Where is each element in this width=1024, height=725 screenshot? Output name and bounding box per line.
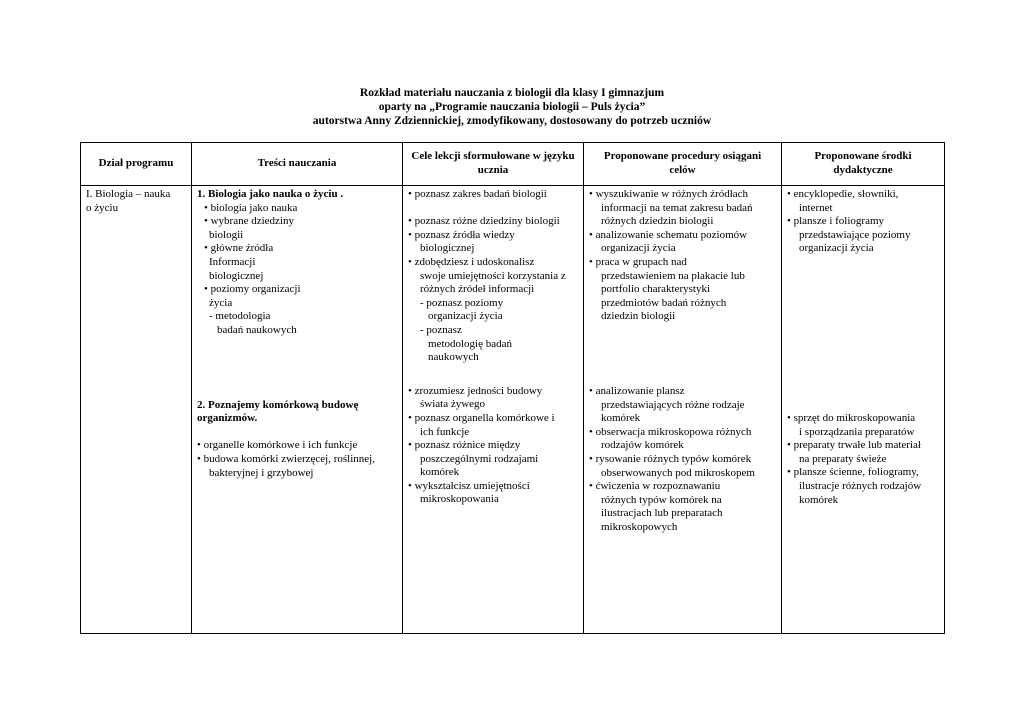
procedure-item: przedstawieniem na plakacie lub (601, 269, 745, 282)
procedure-item: przedstawiających różne rodzaje (601, 398, 745, 411)
header-title: Rozkład materiału nauczania z biologii dla klasy I gimnazjum (359, 87, 665, 99)
procedure-item: • analizowanie plansz (589, 384, 685, 397)
goal-item: • zdobędziesz i udoskonalisz (408, 255, 535, 268)
header-subtitle: oparty na „Programie nauczania biologii – Puls życia” (378, 101, 646, 113)
goal-item: swoje umiejętności korzystania z (420, 269, 566, 282)
cell-cele (403, 186, 584, 634)
procedure-item: ilustracjach lub preparatach (601, 507, 723, 520)
goal-item: • poznasz różnice między (408, 439, 521, 452)
goal-item: • poznasz organella komórkowe i (408, 411, 555, 424)
cell-dzial (81, 186, 192, 634)
goal-item: różnych źródeł informacji (420, 283, 535, 296)
goal-item: metodologię badań (428, 337, 513, 350)
goal-item: - poznasz (420, 323, 462, 336)
cell-srodki (782, 186, 945, 634)
goal-item: • wykształcisz umiejętności (408, 479, 530, 492)
column-header-dzial: Dział programu (81, 143, 192, 186)
topic-1-title: 1. Biologia jako nauka o życiu . (197, 188, 344, 200)
resource-item: internet (799, 201, 833, 214)
resource-item: ilustracje różnych rodzajów (799, 479, 922, 492)
column-header-procedury: Proponowane procedury osiągani celów (584, 143, 782, 186)
goal-item: komórek (420, 466, 460, 479)
procedure-item: • rysowanie różnych typów komórek (589, 452, 752, 465)
dzial-line: o życiu (86, 201, 119, 214)
topic-1-item: • wybrane dziedziny (204, 215, 294, 228)
topic-2-item: • budowa komórki zwierzęcej, roślinnej, (197, 452, 375, 465)
topic-2-item: • organelle komórkowe i ich funkcje (197, 439, 358, 452)
procedure-item: • ćwiczenia w rozpoznawaniu (589, 480, 721, 493)
document-header (0, 86, 1024, 128)
resource-item: • sprzęt do mikroskopowania (787, 411, 916, 424)
procedure-item: portfolio charakterystyki (601, 283, 711, 296)
procedure-item: mikroskopowych (601, 520, 678, 533)
column-header-srodki: Proponowane środki dydaktyczne (782, 143, 945, 186)
topic-1-item: biologicznej (209, 269, 264, 282)
dzial-line: I. Biologia – nauka (86, 188, 171, 200)
resource-item: organizacji życia (799, 242, 874, 255)
procedure-item: • praca w grupach nad (589, 255, 687, 268)
resource-item: komórek (799, 493, 839, 506)
topic-1-item: • biologia jako nauka (204, 201, 298, 214)
procedure-item: przedmiotów badań różnych (601, 296, 727, 309)
topic-2-title: 2. Poznajemy komórkową budowę (197, 398, 359, 411)
curriculum-table (80, 142, 945, 634)
topic-1-item: biologii (209, 228, 244, 241)
cell-procedury (584, 186, 782, 634)
goal-item: organizacji życia (428, 310, 503, 323)
procedure-item: informacji na temat zakresu badań (601, 201, 753, 214)
header-author: autorstwa Anny Zdziennickiej, zmodyfikowany, dostosowany do potrzeb uczniów (312, 115, 712, 127)
goal-item: poszczególnymi rodzajami (420, 452, 539, 465)
procedure-item: obserwowanych pod mikroskopem (601, 466, 755, 479)
topic-2-title: organizmów. (197, 412, 258, 425)
goal-item: • poznasz różne dziedziny biologii (408, 215, 560, 228)
procedure-item: organizacji życia (601, 242, 676, 255)
cell-tresci (192, 186, 403, 634)
goal-item: naukowych (428, 351, 479, 364)
goal-item: - poznasz poziomy (420, 296, 504, 309)
resource-item: na preparaty świeże (799, 452, 887, 465)
goal-item: • poznasz źródła wiedzy (408, 228, 515, 241)
procedure-item: • wyszukiwanie w różnych źródłach (589, 188, 749, 200)
goal-item: biologicznej (420, 242, 475, 255)
resource-item: • encyklopedie, słowniki, (787, 188, 899, 200)
resource-item: • preparaty trwałe lub materiał (787, 439, 921, 452)
procedure-item: różnych typów komórek na (601, 493, 722, 506)
procedure-item: komórek (601, 412, 641, 425)
resource-item: • plansze i foliogramy (787, 215, 885, 228)
procedure-item: rodzajów komórek (601, 439, 684, 452)
column-header-tresci: Treści nauczania (192, 143, 403, 186)
topic-1-item: - metodologia (209, 310, 271, 323)
column-header-cele: Cele lekcji sformułowane w języku ucznia (403, 143, 584, 186)
topic-1-item: życia (209, 296, 233, 309)
resource-item: • plansze ścienne, foliogramy, (787, 466, 919, 479)
goal-item: ich funkcje (420, 425, 470, 438)
goal-item: mikroskopowania (420, 493, 499, 506)
goal-item: • poznasz zakres badań biologii (408, 188, 547, 200)
procedure-item: dziedzin biologii (601, 310, 676, 323)
table-row (81, 186, 945, 634)
topic-2-item: bakteryjnej i grzybowej (209, 466, 314, 479)
goal-item: świata żywego (420, 398, 486, 411)
topic-1-item: • główne źródła (204, 242, 274, 255)
resource-item: i sporządzania preparatów (799, 425, 915, 438)
topic-1-item: • poziomy organizacji (204, 283, 301, 296)
procedure-item: • obserwacja mikroskopowa różnych (589, 425, 752, 438)
table-header-row (81, 143, 945, 186)
procedure-item: różnych dziedzin biologii (601, 215, 714, 228)
goal-item: • zrozumiesz jedności budowy (408, 384, 543, 397)
procedure-item: • analizowanie schematu poziomów (589, 228, 748, 241)
resource-item: przedstawiające poziomy (799, 228, 911, 241)
topic-1-item: Informacji (209, 255, 256, 268)
topic-1-item: badań naukowych (217, 323, 297, 336)
